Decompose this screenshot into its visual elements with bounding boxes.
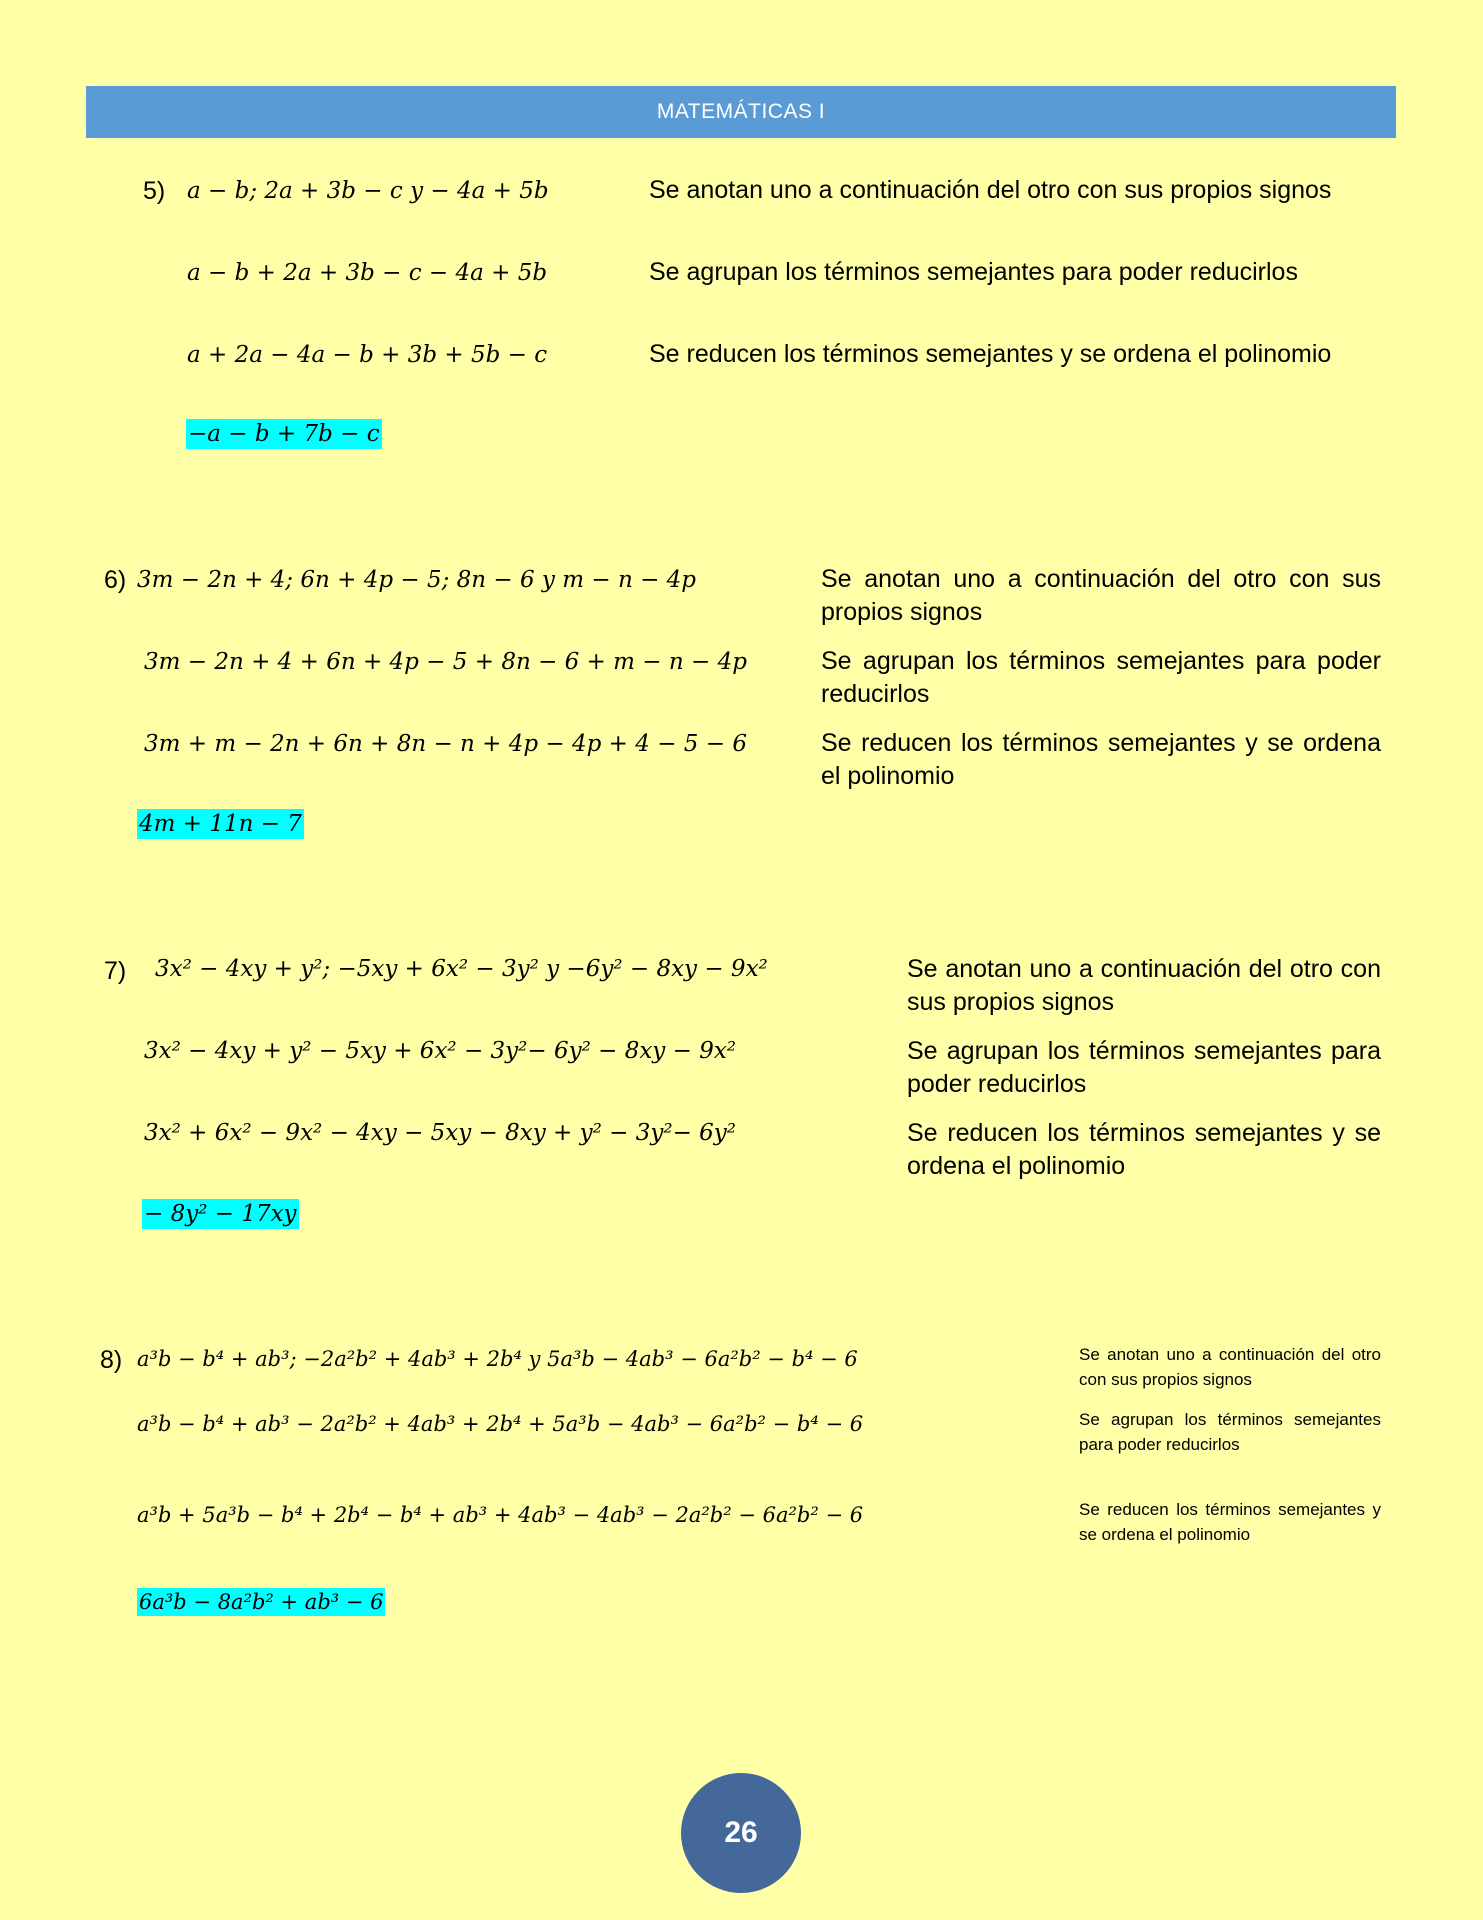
result-highlight: 6a³b − 8a²b² + ab³ − 6 [139, 1590, 384, 1614]
step-group: 3x² − 4xy + y² − 5xy + 6x² − 3y²− 6y² − 8xy − 9x² [144, 1038, 737, 1064]
explanation: Se agrupan los términos semejantes para poder reducirlos [821, 647, 1381, 708]
step-group: a − b + 2a + 3b − c − 4a + 5b [187, 260, 548, 286]
exercise-number: 5) [143, 177, 166, 205]
explanation: Se reducen los términos semejantes y se ordena el polinomio [907, 1119, 1381, 1180]
header-bar [86, 86, 1396, 138]
step-group: 3m − 2n + 4 + 6n + 4p − 5 + 8n − 6 + m − n − 4p [144, 649, 747, 675]
explanation: Se reducen los términos semejantes y se ordena el polinomio [821, 729, 1381, 790]
explanation: Se anotan uno a continuación del otro con sus propios signos [821, 565, 1381, 626]
statement: a − b; 2a + 3b − c y − 4a + 5b [187, 178, 549, 204]
explanation: Se anotan uno a continuación del otro con sus propios signos [907, 955, 1381, 1016]
page-number-badge [681, 1773, 801, 1893]
result-highlight: − 8y² − 17xy [144, 1201, 297, 1227]
explanation: Se reducen los términos semejantes y se ordena el polinomio [649, 340, 1332, 368]
explanation: Se anotan uno a continuación del otro con sus propios signos [1079, 1345, 1381, 1389]
exercise-number: 6) [104, 566, 127, 594]
page-number: 26 [724, 1816, 758, 1849]
result-highlight: −a − b + 7b − c [188, 421, 380, 447]
exercise-number: 7) [104, 957, 127, 985]
explanation: Se agrupan los términos semejantes para poder reducirlos [1079, 1410, 1381, 1454]
explanation: Se agrupan los términos semejantes para poder reducirlos [649, 258, 1298, 286]
explanation: Se anotan uno a continuación del otro con sus propios signos [649, 176, 1332, 204]
step-reduce: a + 2a − 4a − b + 3b + 5b − c [187, 342, 548, 368]
statement: 3m − 2n + 4; 6n + 4p − 5; 8n − 6 y m − n − 4p [137, 567, 697, 593]
statement: 3x² − 4xy + y²; −5xy + 6x² − 3y² y −6y² − 8xy − 9x² [155, 956, 768, 982]
step-reduce: a³b + 5a³b − b⁴ + 2b⁴ − b⁴ + ab³ + 4ab³ − 4ab³ − 2a²b² − 6a²b² − 6 [137, 1503, 864, 1527]
header-title: MATEMÁTICAS I [656, 100, 826, 123]
explanation: Se agrupan los términos semejantes para poder reducirlos [907, 1037, 1381, 1098]
step-reduce: 3m + m − 2n + 6n + 8n − n + 4p − 4p + 4 − 5 − 6 [144, 731, 747, 757]
statement: a³b − b⁴ + ab³; −2a²b² + 4ab³ + 2b⁴ y 5a³b − 4ab³ − 6a²b² − b⁴ − 6 [137, 1347, 858, 1371]
step-reduce: 3x² + 6x² − 9x² − 4xy − 5xy − 8xy + y² − 3y²− 6y² [144, 1120, 737, 1146]
exercise-number: 8) [100, 1346, 123, 1374]
step-group: a³b − b⁴ + ab³ − 2a²b² + 4ab³ + 2b⁴ + 5a³b − 4ab³ − 6a²b² − b⁴ − 6 [137, 1412, 864, 1436]
explanation: Se reducen los términos semejantes y se ordena el polinomio [1079, 1500, 1381, 1544]
result-highlight: 4m + 11n − 7 [139, 811, 302, 837]
